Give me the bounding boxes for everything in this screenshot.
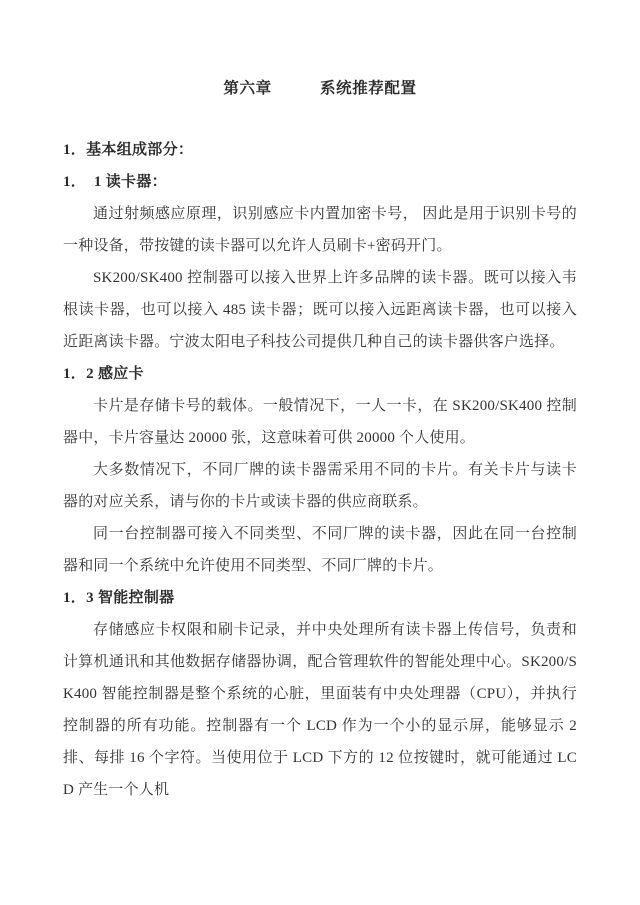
- paragraph-smart-controller-description: 存储感应卡权限和刷卡记录，并中央处理所有读卡器上传信号，负责和计算机通讯和其他数据存储器协调，配合管理软件的智能处理中心。SK200/SK400 智能控制器是整个系统的心脏，里面装有中央处理器（CPU），并执行控制器的所有功能。控制器有一个 LCD 作为一个小的显示屏，能够显示 2 排、每排 16 个字符。当使用位于 LCD 下方的 12 位按键时，就可能通过 LCD 产生一个人机: [63, 621, 577, 798]
- page-title: 第六章 系统推荐配置: [223, 80, 417, 97]
- paragraph-card-brand-matching: 大多数情况下，不同厂牌的读卡器需采用不同的卡片。有关卡片与读卡器的对应关系，请与你的卡片或读卡器的供应商联系。: [63, 461, 577, 510]
- section-heading-proximity-card: 1．2 感应卡: [63, 365, 144, 382]
- section-heading-smart-controller: 1．3 智能控制器: [63, 589, 175, 606]
- paragraph-card-capacity: 卡片是存储卡号的载体。一般情况下，一人一卡，在 SK200/SK400 控制器中，卡片容量达 20000 张，这意味着可供 20000 个人使用。: [63, 397, 577, 446]
- document-body: [63, 134, 577, 806]
- section-heading-card-reader: 1． 1 读卡器：: [63, 173, 167, 190]
- paragraph-card-reader-principle: 通过射频感应原理，识别感应卡内置加密卡号， 因此是用于识别卡号的一种设备，带按键的读卡器可以允许人员刷卡+密码开门。: [63, 205, 577, 254]
- paragraph-card-reader-compatibility: SK200/SK400 控制器可以接入世界上许多品牌的读卡器。既可以接入韦根读卡器，也可以接入 485 读卡器；既可以接入远距离读卡器，也可以接入近距离读卡器。宁波太阳电子科技公司提供几种自己的读卡器供客户选择。: [63, 269, 577, 350]
- section-heading-basic-components: 1．基本组成部分：: [63, 141, 194, 158]
- paragraph-card-mixed-types: 同一台控制器可接入不同类型、不同厂牌的读卡器，因此在同一台控制器和同一个系统中允许使用不同类型、不同厂牌的卡片。: [63, 525, 577, 574]
